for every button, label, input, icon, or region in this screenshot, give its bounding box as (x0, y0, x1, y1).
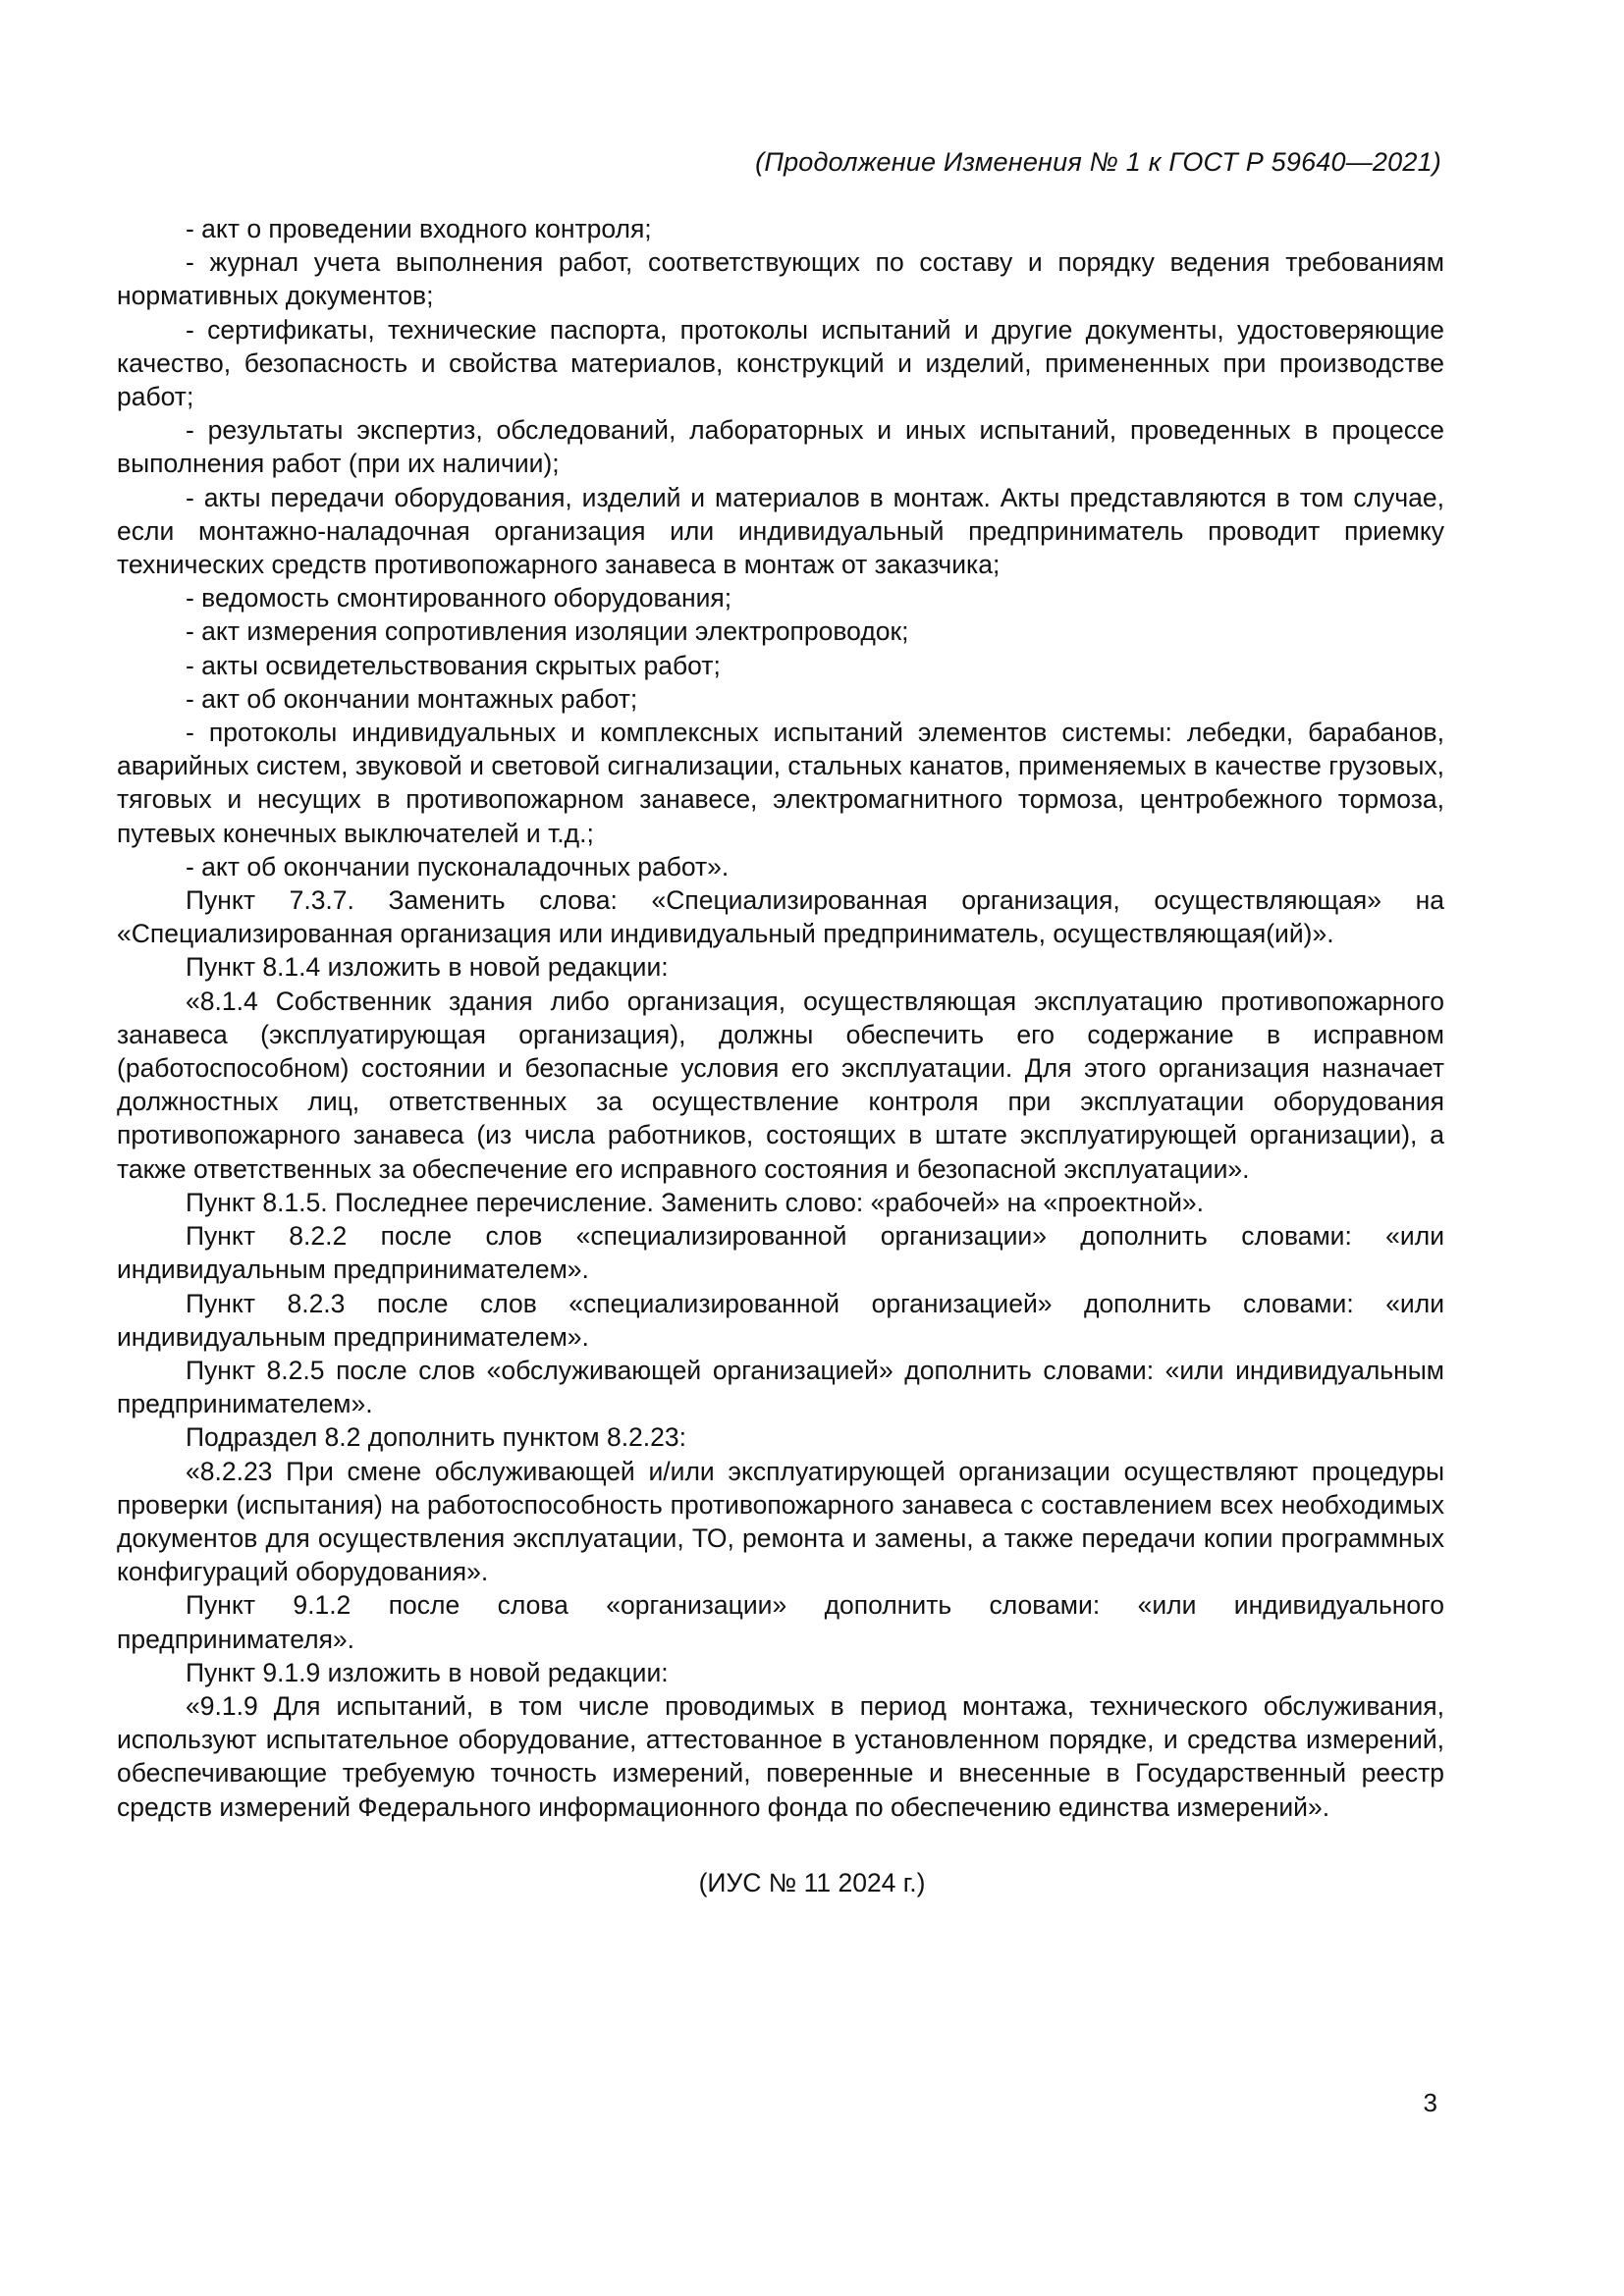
paragraph: - акт измерения сопротивления изоляции электропроводок; (186, 616, 909, 647)
paragraph: - журнал учета выполнения работ, соответствующих по составу и порядку ведения требованиям нормативных документов; (117, 247, 1444, 311)
paragraph: Пункт 9.1.9 изложить в новой редакции: (186, 1657, 669, 1687)
paragraph: - результаты экспертиз, обследований, лабораторных и иных испытаний, проведенных в процессе выполнения работ (при их наличии); (117, 415, 1444, 479)
document-body (117, 212, 1444, 1824)
paragraph: «9.1.9 Для испытаний, в том числе проводимых в период монтажа, технического обслуживания, используют испытательное оборудование, аттестованное в установленном порядке, и средства измерений, обеспечивающие требуемую точность измерений, поверенные и внесенные в Государственный реестр средств измерений Федерального информационного фонда по обеспечению единства измерений». (117, 1690, 1444, 1822)
paragraph: Пункт 8.2.3 после слов «специализированной организацией» дополнить словами: «или индивидуальным предпринимателем». (117, 1288, 1444, 1352)
paragraph: - акты передачи оборудования, изделий и материалов в монтаж. Акты представляются в том случае, если монтажно-наладочная организация или индивидуальный предприниматель проводит приемку технических средств противопожарного занавеса в монтаж от заказчика; (117, 482, 1444, 580)
paragraph: Пункт 8.1.5. Последнее перечисление. Заменить слово: «рабочей» на «проектной». (186, 1187, 1204, 1217)
paragraph: «8.2.23 При смене обслуживающей и/или эксплуатирующей организации осуществляют процедуры проверки (испытания) на работоспособность противопожарного занавеса с составлением всех необходимых документов для осуществления эксплуатации, ТО, ремонта и замены, а также передачи копии программных конфигураций оборудования». (117, 1456, 1444, 1587)
paragraph: Пункт 8.2.2 после слов «специализированной организации» дополнить словами: «или индивидуальным предпринимателем». (117, 1221, 1444, 1285)
page-number: 3 (1423, 2088, 1437, 2117)
paragraph: Подраздел 8.2 дополнить пунктом 8.2.23: (186, 1422, 686, 1453)
paragraph: Пункт 8.1.4 изложить в новой редакции: (186, 952, 669, 983)
paragraph: Пункт 7.3.7. Заменить слова: «Специализированная организация, осуществляющая» на «Специализированная организация или индивидуальный предприниматель, осуществляющая(ий)». (117, 885, 1444, 949)
paragraph: «8.1.4 Собственник здания либо организация, осуществляющая эксплуатацию противопожарного занавеса (эксплуатирующая организация), должны обеспечить его содержание в исправном (работоспособном) состоянии и безопасные условия его эксплуатации. Для этого организация назначает должностных лиц, ответственных за осуществление контроля при эксплуатации оборудования противопожарного занавеса (из числа работников, состоящих в штате эксплуатирующей организации), а также ответственных за обеспечение его исправного состояния и безопасной эксплуатации». (117, 986, 1444, 1184)
paragraph: - акт об окончании пусконаладочных работ». (186, 851, 730, 881)
paragraph: Пункт 8.2.5 после слов «обслуживающей организацией» дополнить словами: «или индивидуальным предпринимателем». (117, 1355, 1444, 1419)
paragraph: - сертификаты, технические паспорта, протоколы испытаний и другие документы, удостоверяющие качество, безопасность и свойства материалов, конструкций и изделий, примененных при производстве работ; (117, 314, 1444, 412)
paragraph: - акт о проведении входного контроля; (186, 214, 652, 243)
paragraph: - акт об окончании монтажных работ; (186, 683, 638, 714)
paragraph: - протоколы индивидуальных и комплексных испытаний элементов системы: лебедки, барабанов, аварийных систем, звуковой и световой сигнализации, стальных канатов, применяемых в качестве грузовых, тяговых и несущих в противопожарном занавесе, электромагнитного тормоза, центробежного тормоза, путевых конечных выключателей и т.д.; (117, 718, 1444, 848)
paragraph: - акты освидетельствования скрытых работ; (186, 650, 721, 680)
ius-reference: (ИУС № 11 2024 г.) (698, 1868, 926, 1897)
paragraph: - ведомость смонтированного оборудования; (186, 583, 732, 614)
paragraph: Пункт 9.1.2 после слова «организации» дополнить словами: «или индивидуального предпринимателя». (117, 1590, 1444, 1654)
continuation-header: (Продолжение Изменения № 1 к ГОСТ Р 59640—2021) (755, 147, 1441, 177)
